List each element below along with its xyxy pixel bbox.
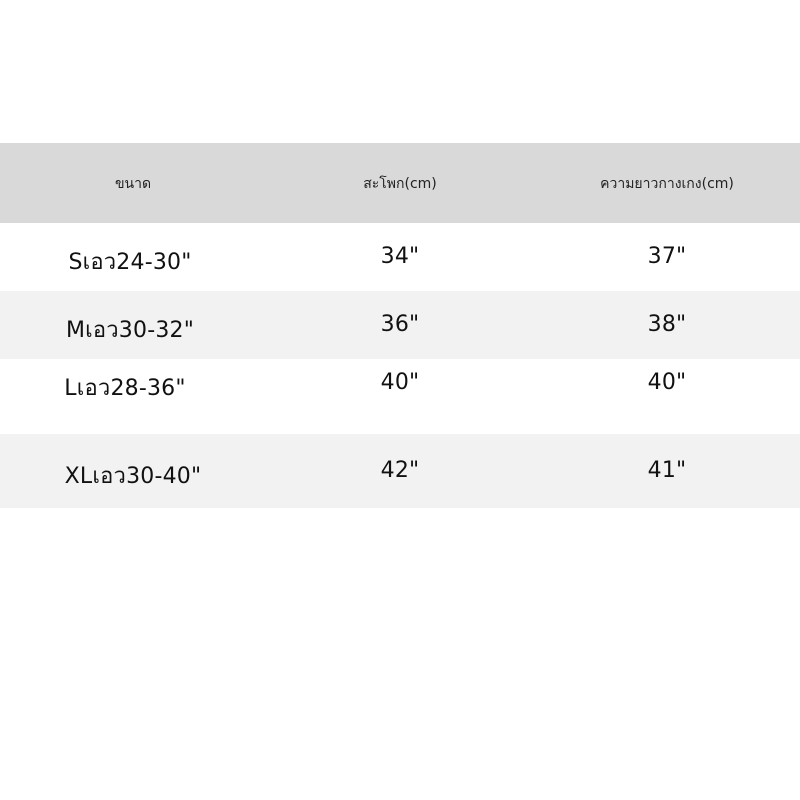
table-row: [0, 434, 800, 508]
row-length-cell: 40": [647, 370, 687, 395]
table-header-row: [0, 143, 800, 223]
row-size-cell: XLเอว30-40": [64, 464, 202, 489]
row-length-cell: 41": [647, 458, 687, 483]
row-hip-cell: 42": [380, 458, 420, 483]
row-hip-cell: 36": [380, 312, 420, 337]
row-size-cell: Lเอว28-36": [64, 376, 186, 401]
row-hip-cell: 34": [380, 244, 420, 269]
row-length-cell: 38": [647, 312, 687, 337]
row-hip-cell: 40": [380, 370, 420, 395]
table-row: [0, 291, 800, 359]
header-size: ขนาด: [114, 176, 152, 192]
header-hip: สะโพก(cm): [363, 176, 437, 192]
table-row: [0, 359, 800, 434]
table-row: [0, 223, 800, 291]
row-size-cell: Mเอว30-32": [65, 318, 195, 343]
row-length-cell: 37": [647, 244, 687, 269]
row-size-cell: Sเอว24-30": [68, 250, 192, 275]
header-length: ความยาวกางเกง(cm): [600, 176, 734, 192]
